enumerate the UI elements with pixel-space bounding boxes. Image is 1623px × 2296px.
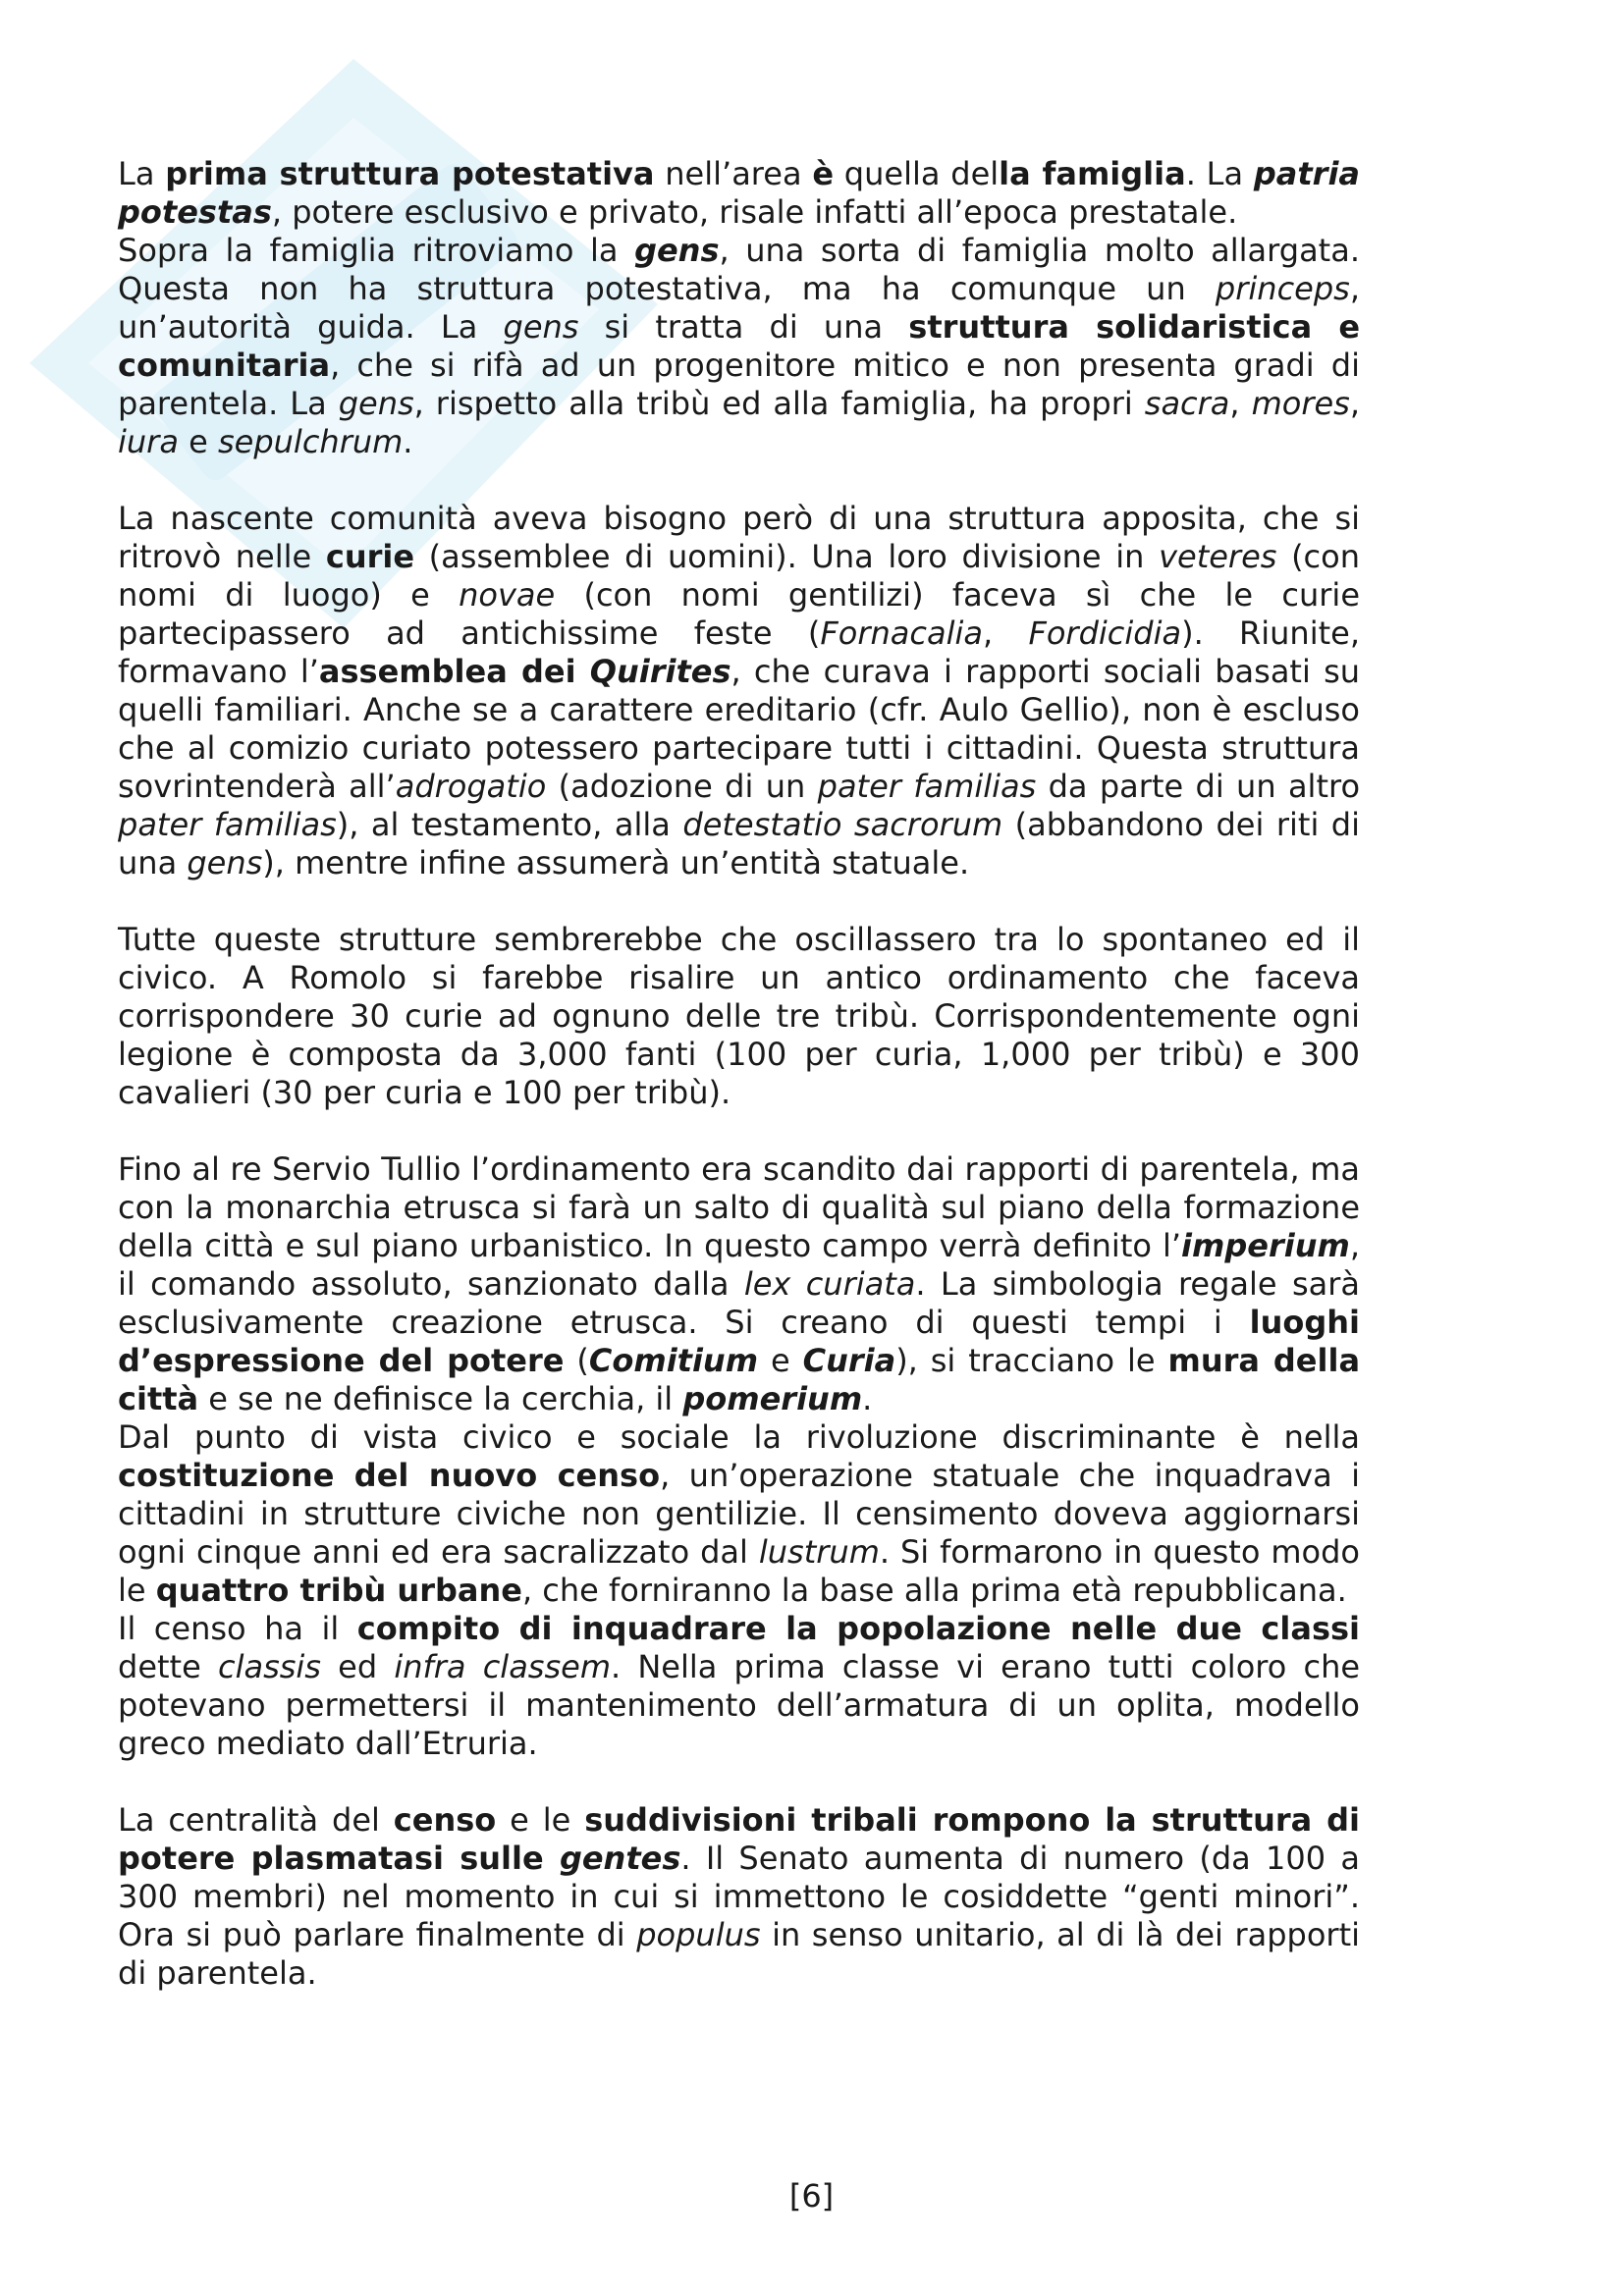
text-run: adrogatio [395, 768, 547, 805]
text-run: . Il Senato aumenta di numero (da 100 a 300 membri) nel momento in cui si immettono le cosiddette “genti minori”. Ora si può parlare finalmente di [118, 1840, 1361, 1953]
text-run: (assemblee di uomini). Una loro divisione in [414, 538, 1160, 575]
text-run: Dal punto di vista civico e sociale la rivoluzione discriminante è nella [118, 1418, 1360, 1456]
text-run: classis [217, 1648, 321, 1685]
text-run: prima struttura potestativa [165, 155, 655, 192]
paragraph-p1 [118, 155, 1360, 232]
text-run: gentes [559, 1840, 681, 1877]
text-run: , rispetto alla tribù ed alla famiglia, ha propri [413, 385, 1145, 422]
text-run: quattro tribù urbane [155, 1572, 522, 1609]
text-run: lustrum [758, 1533, 880, 1571]
text-run: Curia [802, 1342, 896, 1379]
text-run: censo [393, 1801, 497, 1839]
text-run: , che curava i rapporti sociali basati su quelli familiari. Anche se a carattere ereditario (cfr. Aulo Gellio), non è escluso che al comizio curiato potessero partecipare tutti i cittadini. Questa struttura sovrintenderà all’ [118, 653, 1361, 805]
text-run: Tutte queste strutture sembrerebbe che oscillassero tra lo spontaneo ed il civico. A Romolo si farebbe risalire un antico ordinamento che faceva corrispondere 30 curie ad ognuno delle tre tribù. Corrispondentemente ogni legione è composta da 3,000 fanti (100 per curia, 1,000 per tribù) e 300 cavalieri (30 per curia e 100 per tribù). [118, 921, 1360, 1111]
text-run: , [982, 614, 1029, 652]
page-number: [6] [788, 2177, 835, 2215]
text-run: sepulchrum [217, 423, 404, 460]
text-run: , un’operazione statuale che inquadrava i cittadini in strutture civiche non gentilizie. Il censimento doveva aggiornarsi ogni cinque anni ed era sacralizzato dal [118, 1457, 1361, 1571]
text-run: gens [634, 232, 720, 269]
paragraph-p4 [118, 921, 1360, 1112]
text-run: curie [325, 538, 415, 575]
text-run: , [1349, 385, 1361, 422]
text-run: detestatio sacrorum [682, 806, 1003, 843]
text-run: suddivisioni tribali rompono la struttura di potere plasmatasi sulle [118, 1801, 1361, 1877]
text-run: , che forniranno la base alla prima età repubblicana. [521, 1572, 1347, 1609]
paragraph-p3 [118, 500, 1360, 882]
text-run: Fornacalia [820, 614, 983, 652]
text-run: ), mentre infine assumerà un’entità statuale. [262, 844, 970, 881]
paragraph-p5 [118, 1150, 1360, 1418]
text-run: lex curiata [743, 1265, 916, 1303]
text-run: La [118, 155, 166, 192]
text-run: (abbandono dei riti di una [118, 806, 1361, 881]
text-run: e [758, 1342, 803, 1379]
text-run: e se ne definisce la cerchia, il [198, 1380, 683, 1417]
text-run: ed [320, 1648, 395, 1685]
text-run: dette [118, 1648, 218, 1685]
text-run: , una sorta di famiglia molto allargata. Questa non ha struttura potestativa, ma ha comunque un [118, 232, 1361, 307]
text-run: pater familias [817, 768, 1037, 805]
text-run: (adozione di un [546, 768, 818, 805]
paragraph-p8 [118, 1801, 1360, 1993]
text-run: la famiglia [999, 155, 1186, 192]
text-run: La centralità del [118, 1801, 394, 1839]
text-run: Quirites [589, 653, 731, 690]
text-run: , il comando assoluto, sanzionato dalla [118, 1227, 1360, 1303]
text-run: Comitium [588, 1342, 759, 1379]
text-run: Fordicidia [1028, 614, 1182, 652]
text-run: patria potestas [118, 155, 1361, 231]
text-run: compito di inquadrare la popolazione nelle due classi [356, 1610, 1361, 1647]
text-run: . Nella prima classe vi erano tutti coloro che potevano permettersi il mantenimento dell’armatura di un oplita, modello greco mediato dall’Etruria. [118, 1648, 1361, 1762]
text-run: . Si formarono in questo modo le [118, 1533, 1360, 1609]
text-run: veteres [1159, 538, 1277, 575]
text-run: Il censo ha il [118, 1610, 357, 1647]
text-run: novae [459, 576, 556, 614]
text-run: . La [1185, 155, 1254, 192]
text-run: gens [187, 844, 263, 881]
text-run: e le [496, 1801, 585, 1839]
text-run: da parte di un altro [1036, 768, 1361, 805]
text-run: gens [503, 308, 579, 346]
text-run: assemblea dei [318, 653, 590, 690]
text-run: e [178, 423, 218, 460]
text-run: Fino al re Servio Tullio l’ordinamento era scandito dai rapporti di parentela, ma con la monarchia etrusca si farà un salto di qualità sul piano della formazione della città e sul piano urbanistico. In questo campo verrà definito l’ [118, 1150, 1360, 1264]
text-run: costituzione del nuovo censo [118, 1457, 661, 1494]
text-run: (con nomi gentilizi) faceva sì che le curie partecipassero ad antichissime feste ( [118, 576, 1360, 652]
text-run: La nascente comunità aveva bisogno però di una struttura apposita, che si ritrovò nelle [118, 500, 1360, 575]
text-run: gens [338, 385, 414, 422]
paragraph-p7 [118, 1610, 1360, 1763]
text-run: nell’area [654, 155, 813, 192]
text-run: struttura solidaristica e comunitaria [118, 308, 1361, 384]
text-run: princeps [1215, 270, 1350, 307]
text-run: mura della città [118, 1342, 1361, 1417]
text-run: ). Riunite, formavano l’ [118, 614, 1360, 690]
paragraph-p6 [118, 1418, 1360, 1610]
text-run: . [862, 1380, 873, 1417]
text-run: ), si tracciano le [895, 1342, 1168, 1379]
text-run: ( [564, 1342, 589, 1379]
text-run: iura [118, 423, 179, 460]
text-run: , [1229, 385, 1252, 422]
text-run: ), al testamento, alla [336, 806, 683, 843]
paragraph-p2 [118, 232, 1360, 461]
text-run: luoghi d’espressione del potere [118, 1304, 1360, 1379]
text-run: Sopra la famiglia ritroviamo la [118, 232, 635, 269]
text-run: infra classem [394, 1648, 612, 1685]
text-run: (con nomi di luogo) e [118, 538, 1361, 614]
text-run: imperium [1181, 1227, 1350, 1264]
text-run: populus [636, 1916, 761, 1953]
text-run: in senso unitario, al di là dei rapporti di parentela. [118, 1916, 1361, 1992]
document-body [118, 155, 1360, 1993]
text-run: , un’autorità guida. La [118, 270, 1360, 346]
text-run: . La simbologia regale sarà esclusivamente creazione etrusca. Si creano di questi tempi i [118, 1265, 1361, 1341]
text-run: , potere esclusivo e privato, risale infatti all’epoca prestatale. [271, 193, 1238, 231]
text-run: è [812, 155, 835, 192]
text-run: si tratta di una [578, 308, 909, 346]
text-run: pomerium [682, 1380, 863, 1417]
text-run: . [403, 423, 413, 460]
text-run: , che si rifà ad un progenitore mitico e non presenta gradi di parentela. La [118, 347, 1360, 422]
text-run: mores [1251, 385, 1350, 422]
text-run: sacra [1144, 385, 1230, 422]
text-run: pater familias [118, 806, 337, 843]
text-run: quella del [834, 155, 1000, 192]
